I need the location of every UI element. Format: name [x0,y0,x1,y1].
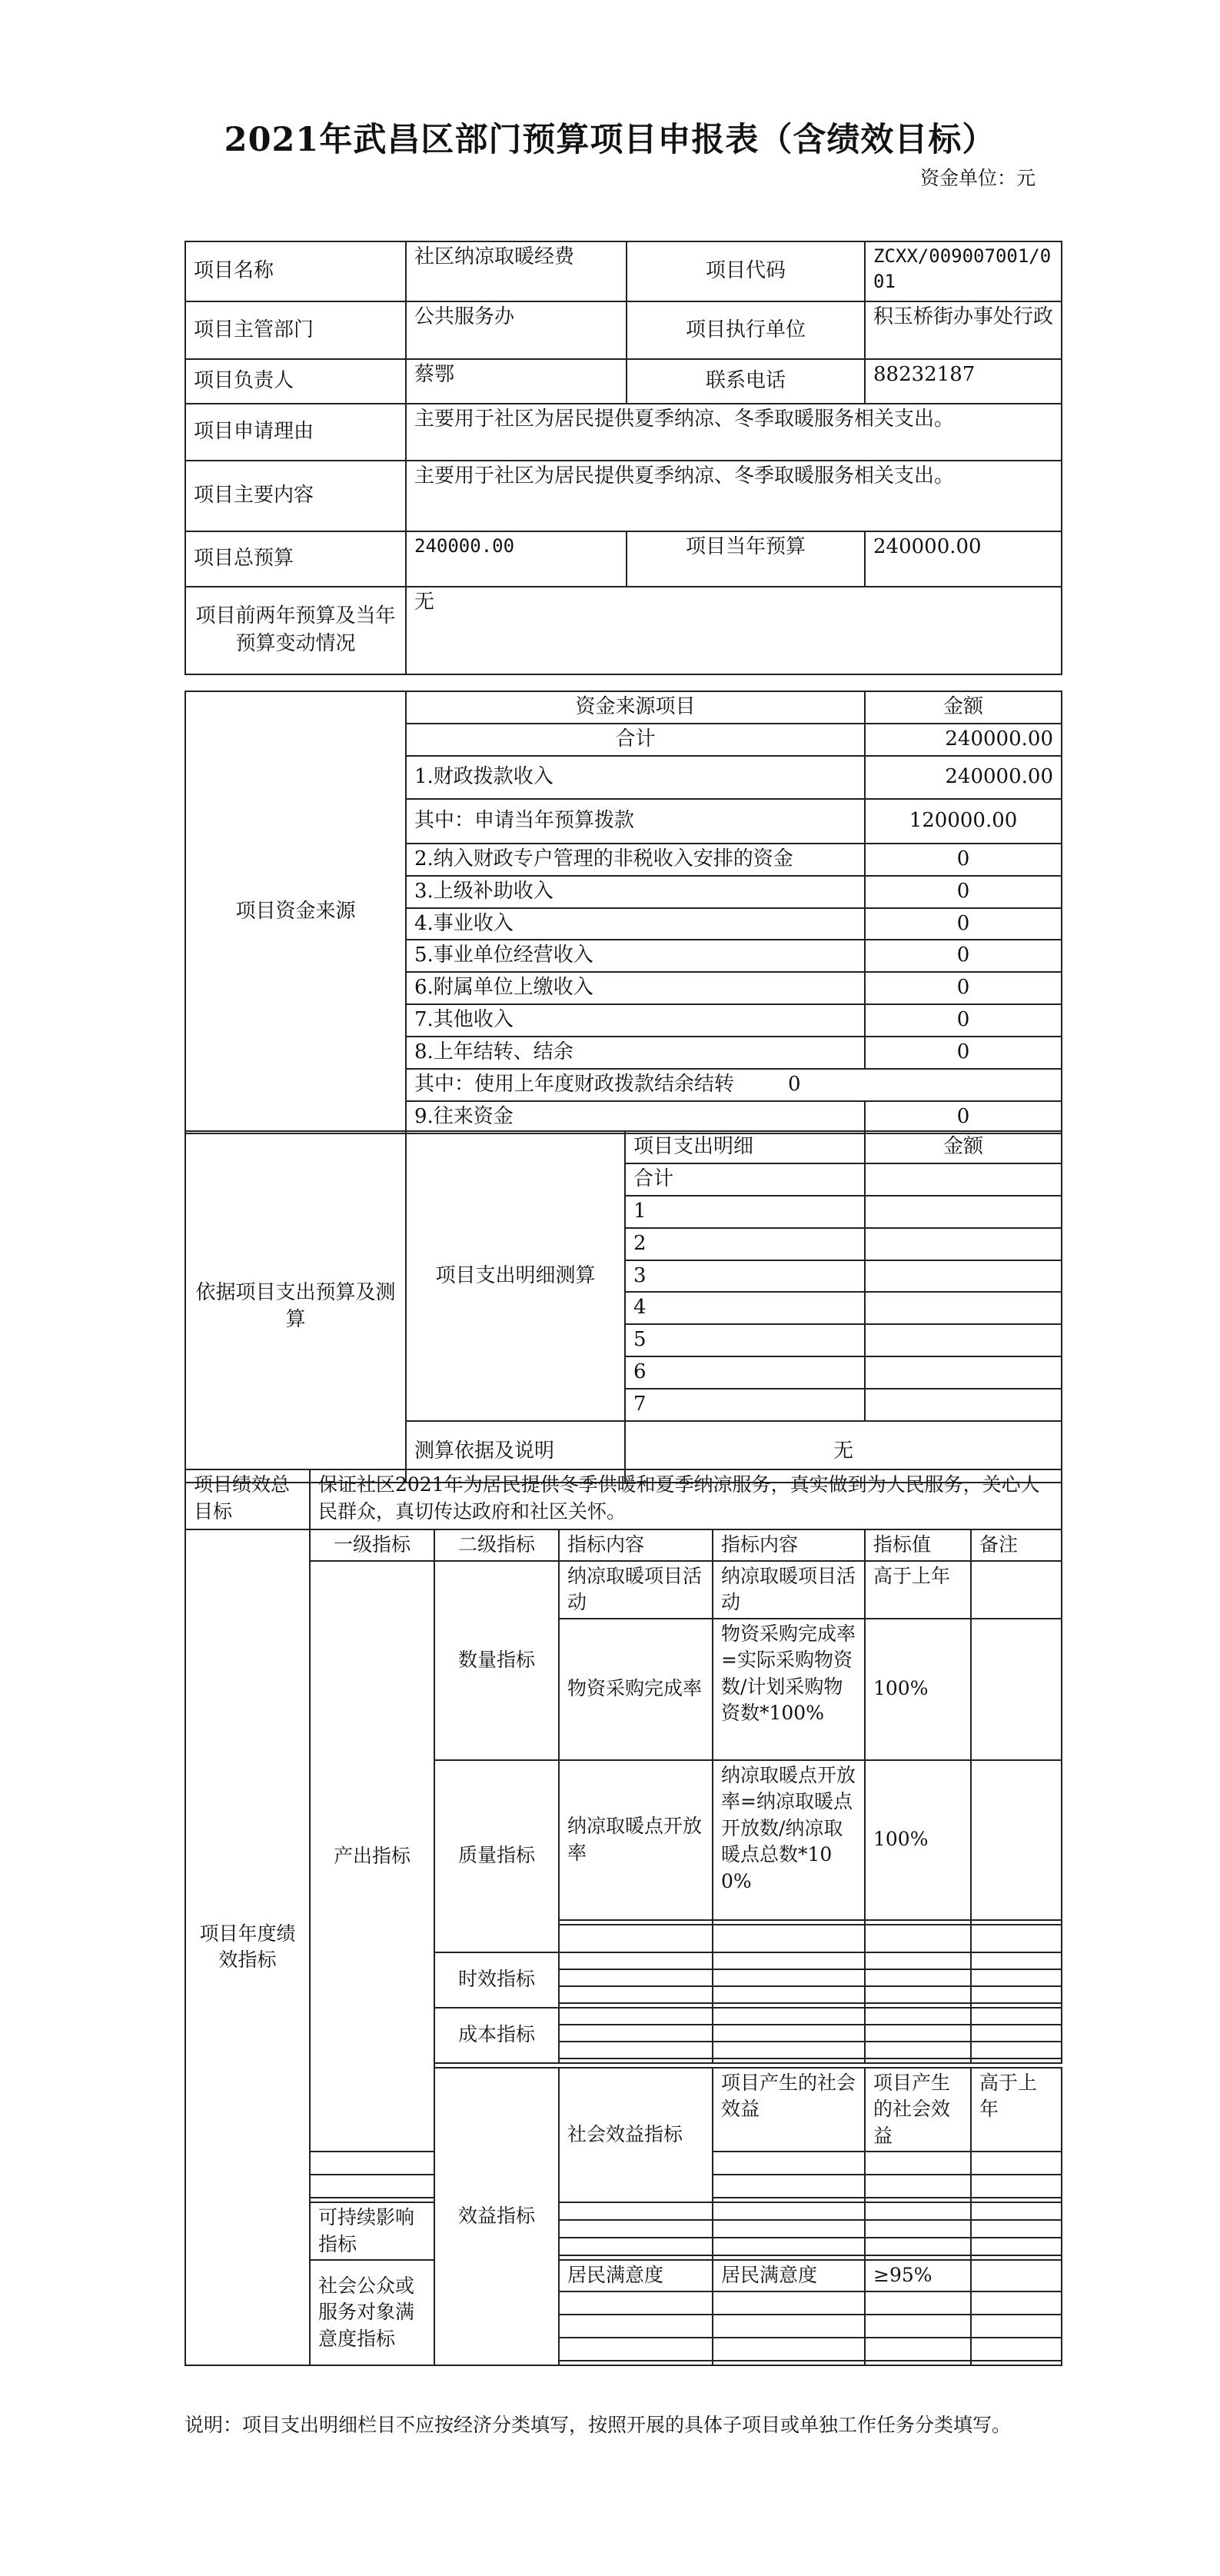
funding-row-amount: 0 [865,1101,1062,1133]
empty-cell [971,2315,1062,2338]
empty-cell [713,1969,865,1986]
satisfaction-content: 居民满意度 [559,2260,713,2291]
funding-row-amount: 240000.00 [865,756,1062,799]
empty-cell [713,2025,865,2042]
project-info-table [184,241,1062,675]
expense-row: 3 [625,1260,865,1293]
funding-row-amount: 0 [865,1004,1062,1037]
funding-row-name: 9.往来资金 [406,1101,865,1133]
empty-cell [865,1952,971,1969]
exec-unit-value: 积玉桥街办事处行政 [865,301,1062,359]
currency-unit: 资金单位：元 [919,167,1036,189]
expense-label: 依据项目支出预算及测算 [185,1131,406,1483]
empty-cell [310,2175,434,2198]
empty-cell [971,1952,1062,1969]
empty-cell [971,1969,1062,1986]
goal-label: 项目绩效总目标 [185,1469,310,1529]
dept-value: 公共服务办 [406,301,627,359]
empty-cell [865,2025,971,2042]
empty-cell [971,2361,1062,2365]
prev-budget-label: 项目前两年预算及当年预算变动情况 [185,587,406,674]
social-indicator-label: 社会效益指标 [559,2068,713,2203]
empty-cell [713,2238,865,2255]
q2-remark [971,1619,1062,1760]
reason-value: 主要用于社区为居民提供夏季纳凉、冬季取暖服务相关支出。 [406,404,1062,461]
funding-row-amount: 0 [865,876,1062,908]
empty-cell [971,2291,1062,2315]
empty-cell [971,2238,1062,2255]
total-budget-value: 240000.00 [406,531,627,587]
empty-cell [559,2361,713,2365]
leader-label: 项目负责人 [185,359,406,404]
empty-cell [310,2152,434,2175]
empty-cell [559,2238,713,2255]
page-title: 2021年武昌区部门预算项目申报表（含绩效目标） [224,121,996,159]
funding-row-name: 合计 [406,724,865,756]
empty-cell [713,2152,865,2175]
empty-cell [713,1925,865,1952]
header-level1: 一级指标 [310,1529,434,1561]
phone-value: 88232187 [865,359,1062,404]
funding-row-name: 4.事业收入 [406,908,865,940]
empty-cell [865,2238,971,2255]
empty-cell [865,2361,971,2365]
ql-content: 纳凉取暖点开放率 [559,1760,713,1920]
project-code-label: 项目代码 [627,241,865,301]
funding-row-name-text: 其中：使用上年度财政拨款结余结转 [414,1072,735,1096]
project-code-value: ZCXX/009007001/001 [865,241,1062,301]
annual-indicator-label: 项目年度绩效指标 [185,1529,310,2365]
empty-cell [559,1986,713,2003]
empty-cell [971,1925,1062,1952]
q2-formula: 物资采购完成率=实际采购物资数/计划采购物资数*100% [713,1619,865,1760]
dept-label: 项目主管部门 [185,301,406,359]
empty-cell [559,2291,713,2315]
output-indicator-label: 产出指标 [310,1561,434,2152]
expense-row: 1 [625,1196,865,1228]
social-formula: 项目产生的社会效益 [865,2068,971,2152]
empty-cell [971,2025,1062,2042]
phone-label: 联系电话 [627,359,865,404]
empty-cell [865,2202,971,2220]
empty-cell [971,2175,1062,2198]
empty-cell [971,2220,1062,2238]
empty-cell [559,2315,713,2338]
footnote: 说明：项目支出明细栏目不应按经济分类填写，按照开展的具体子项目或单独工作任务分类填写。 [184,2414,1012,2436]
content-value: 主要用于社区为居民提供夏季纳凉、冬季取暖服务相关支出。 [406,461,1062,531]
empty-cell [559,2008,713,2025]
empty-cell [971,2008,1062,2025]
funding-row-amount: 0 [865,1037,1062,1069]
social-content: 项目产生的社会效益 [713,2068,865,2152]
empty-cell [713,2291,865,2315]
empty-cell [713,1952,865,1969]
empty-cell [865,2338,971,2361]
empty-cell [559,2220,713,2238]
goal-value: 保证社区2021年为居民提供冬季供暖和夏季纳凉服务，真实做到为人民服务，关心人民群众，真切传达政府和社区关怀。 [310,1469,1062,1529]
basis-value: 无 [625,1421,1062,1483]
timeliness-indicator-label: 时效指标 [434,1952,559,2008]
empty-cell [713,2338,865,2361]
empty-cell [865,2152,971,2175]
header-value: 指标值 [865,1529,971,1561]
header-remark: 备注 [971,1529,1062,1561]
funding-row-name: 6.附属单位上缴收入 [406,972,865,1004]
funding-row-name: 5.事业单位经营收入 [406,940,865,972]
header-level2: 二级指标 [434,1529,559,1561]
empty-cell [713,1986,865,2003]
content-label: 项目主要内容 [185,461,406,531]
total-budget-label: 项目总预算 [185,531,406,587]
current-budget-value: 240000.00 [865,531,1062,587]
empty-cell [713,2315,865,2338]
expense-amount [865,1324,1062,1356]
empty-cell [865,2291,971,2315]
empty-cell [971,2202,1062,2220]
funding-row-name: 1.财政拨款收入 [406,756,865,799]
ql-remark [971,1760,1062,1920]
empty-cell [865,2042,971,2058]
empty-cell [559,2202,713,2220]
expense-table [184,1130,1062,1483]
funding-col-amount: 金额 [865,691,1062,724]
expense-row: 合计 [625,1163,865,1196]
exec-unit-label: 项目执行单位 [627,301,865,359]
empty-cell [865,1986,971,2003]
empty-cell [865,1925,971,1952]
funding-row-name [406,1069,1062,1101]
expense-col-amount: 金额 [865,1131,1062,1163]
funding-row-amount: 0 [865,940,1062,972]
project-name-label: 项目名称 [185,241,406,301]
empty-cell [713,2220,865,2238]
empty-cell [865,2220,971,2238]
empty-cell [865,2315,971,2338]
ql-value: 100% [865,1760,971,1920]
empty-cell [713,2175,865,2198]
empty-cell [971,2338,1062,2361]
expense-row: 4 [625,1292,865,1324]
quality-indicator-label: 质量指标 [434,1760,559,1952]
funding-row-amount: 120000.00 [865,799,1062,844]
q1-content: 纳凉取暖项目活动 [559,1561,713,1619]
expense-row: 2 [625,1228,865,1260]
expense-row: 5 [625,1324,865,1356]
funding-row-name: 7.其他收入 [406,1004,865,1037]
empty-cell [713,2008,865,2025]
empty-cell [865,2008,971,2025]
empty-cell [713,2202,865,2220]
empty-cell [559,1969,713,1986]
satisfaction-value: ≥95% [865,2260,971,2291]
social-value: 高于上年 [971,2068,1062,2152]
ql-formula: 纳凉取暖点开放率=纳凉取暖点开放数/纳凉取暖点总数*100% [713,1760,865,1920]
funding-row-name: 2.纳入财政专户管理的非税收入安排的资金 [406,844,865,876]
basis-label: 测算依据及说明 [406,1421,625,1483]
funding-row-amount: 0 [865,908,1062,940]
prev-budget-value: 无 [406,587,1062,674]
expense-row: 6 [625,1356,865,1389]
expense-col-item: 项目支出明细 [625,1131,865,1163]
satisfaction-remark [971,2260,1062,2291]
q1-value: 高于上年 [865,1561,971,1619]
funding-label: 项目资金来源 [185,691,406,1133]
header-content-1: 指标内容 [559,1529,713,1561]
sustain-indicator-label: 可持续影响指标 [310,2202,434,2260]
empty-cell [559,1952,713,1969]
funding-row-amount: 240000.00 [865,724,1062,756]
expense-amount [865,1389,1062,1421]
expense-amount [865,1260,1062,1293]
header-content-2: 指标内容 [713,1529,865,1561]
funding-row-amount: 0 [865,972,1062,1004]
q1-formula: 纳凉取暖项目活动 [713,1561,865,1619]
benefit-indicator-label: 效益指标 [434,2068,559,2365]
satisfaction-formula: 居民满意度 [713,2260,865,2291]
satisfaction-indicator-label: 社会公众或服务对象满意度指标 [310,2260,434,2365]
funding-row-name: 8.上年结转、结余 [406,1037,865,1069]
leader-value: 蔡鄂 [406,359,627,404]
expense-amount [865,1228,1062,1260]
empty-cell [971,2042,1062,2058]
expense-amount [865,1292,1062,1324]
empty-cell [713,2361,865,2365]
empty-cell [559,2042,713,2058]
expense-amount [865,1356,1062,1389]
funding-table [184,691,1062,1134]
empty-cell [865,1969,971,1986]
empty-cell [559,2338,713,2361]
empty-cell [713,2042,865,2058]
empty-cell [559,1925,713,1952]
q1-remark [971,1561,1062,1619]
funding-row-name: 3.上级补助收入 [406,876,865,908]
funding-row-amount: 0 [788,1072,801,1096]
empty-cell [971,1986,1062,2003]
q2-content: 物资采购完成率 [559,1619,713,1760]
funding-row-amount: 0 [865,844,1062,876]
cost-indicator-label: 成本指标 [434,2008,559,2063]
expense-row: 7 [625,1389,865,1421]
empty-cell [559,2025,713,2042]
empty-cell [865,2175,971,2198]
funding-row-name: 其中：申请当年预算拨款 [406,799,865,844]
funding-col-source: 资金来源项目 [406,691,865,724]
q2-value: 100% [865,1619,971,1760]
project-name-value: 社区纳凉取暖经费 [406,241,627,301]
empty-cell [971,2152,1062,2175]
reason-label: 项目申请理由 [185,404,406,461]
quantity-indicator-label: 数量指标 [434,1561,559,1760]
performance-table [184,1469,1062,2366]
current-budget-label: 项目当年预算 [627,531,865,587]
expense-sub-label: 项目支出明细测算 [406,1131,625,1421]
expense-amount [865,1196,1062,1228]
expense-amount [865,1163,1062,1196]
